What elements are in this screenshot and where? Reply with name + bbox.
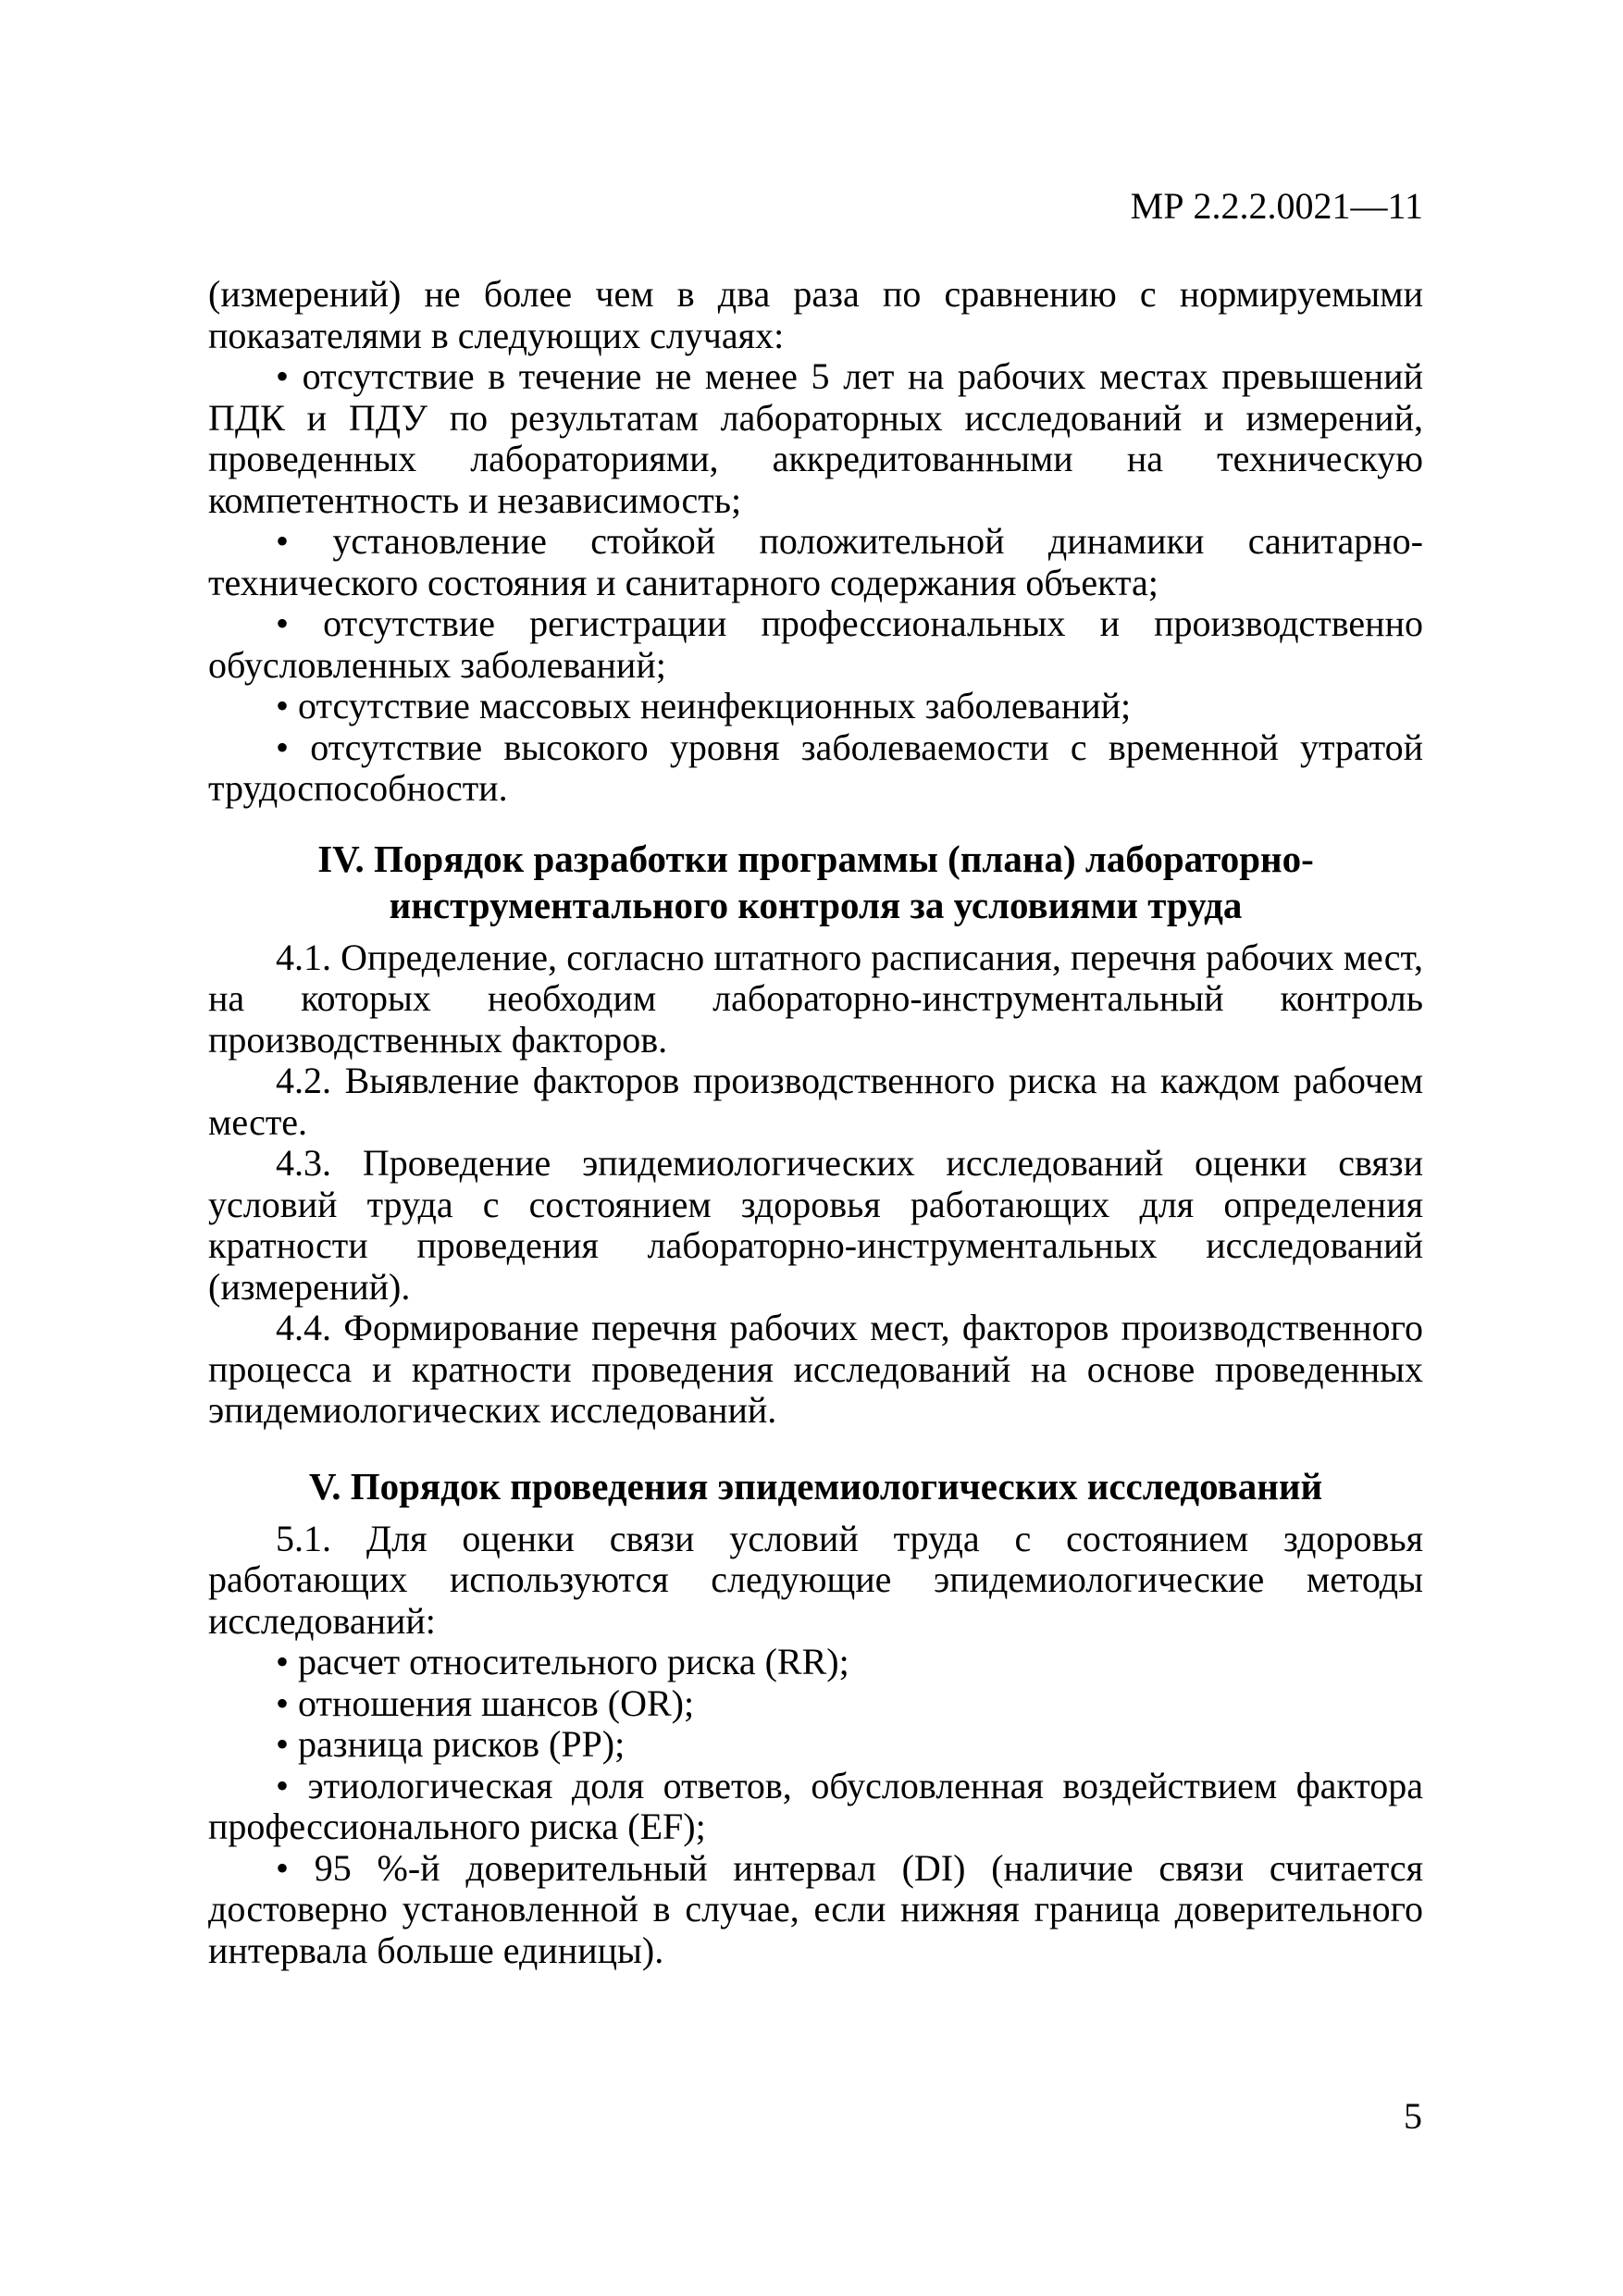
bullet-item: • установление стойкой положительной динамики санитарно-технического состояния и санитарного содержания объекта; bbox=[208, 521, 1423, 603]
bullet-item: • отсутствие высокого уровня заболеваемости с временной утратой трудоспособности. bbox=[208, 727, 1423, 810]
bullet-item: • расчет относительного риска (RR); bbox=[208, 1642, 1423, 1683]
paragraph-4-4: 4.4. Формирование перечня рабочих мест, факторов производственного процесса и кратности проведения исследований на основе проведенных эпидемиологических исследований. bbox=[208, 1307, 1423, 1431]
bullet-item: • отношения шансов (OR); bbox=[208, 1683, 1423, 1725]
page-number: 5 bbox=[1404, 2095, 1422, 2137]
paragraph-5-1: 5.1. Для оценки связи условий труда с состоянием здоровья работающих используются следующие эпидемиологические методы исследований: bbox=[208, 1517, 1423, 1642]
page-body bbox=[208, 274, 1423, 1971]
bullet-item: • разница рисков (РР); bbox=[208, 1724, 1423, 1766]
paragraph-4-1: 4.1. Определение, согласно штатного расписания, перечня рабочих мест, на которых необходим лабораторно-инструментальный контроль производственных факторов. bbox=[208, 936, 1423, 1061]
bullet-item: • 95 %-й доверительный интервал (DI) (наличие связи считается достоверно установленной в случае, если нижняя граница доверительного интервала больше единицы). bbox=[208, 1848, 1423, 1972]
section-4-heading bbox=[208, 836, 1423, 928]
document-code: МР 2.2.2.0021—11 bbox=[1130, 185, 1423, 227]
bullet-item: • отсутствие в течение не менее 5 лет на рабочих местах превышений ПДК и ПДУ по результатам лабораторных исследований и измерений, проведенных лабораториями, аккредитованными на техническую компетентность и независимость; bbox=[208, 356, 1423, 521]
section-4-heading-line1: IV. Порядок разработки программы (плана) лабораторно- bbox=[317, 837, 1314, 880]
paragraph-4-2: 4.2. Выявление факторов производственного риска на каждом рабочем месте. bbox=[208, 1060, 1423, 1143]
section-5-heading: V. Порядок проведения эпидемиологических исследований bbox=[308, 1464, 1323, 1508]
bullet-item: • этиологическая доля ответов, обусловленная воздействием фактора профессионального риска (EF); bbox=[208, 1766, 1423, 1848]
intro-paragraph: (измерений) не более чем в два раза по сравнению с нормируемыми показателями в следующих случаях: bbox=[208, 273, 1423, 356]
bullet-item: • отсутствие массовых неинфекционных заболеваний; bbox=[208, 686, 1423, 727]
section-4-heading-line2: инструментального контроля за условиями труда bbox=[389, 883, 1243, 926]
bullet-item: • отсутствие регистрации профессиональных и производственно обусловленных заболеваний; bbox=[208, 603, 1423, 686]
paragraph-4-3: 4.3. Проведение эпидемиологических исследований оценки связи условий труда с состоянием здоровья работающих для определения кратности проведения лабораторно-инструментальных исследований (измерений). bbox=[208, 1142, 1423, 1308]
